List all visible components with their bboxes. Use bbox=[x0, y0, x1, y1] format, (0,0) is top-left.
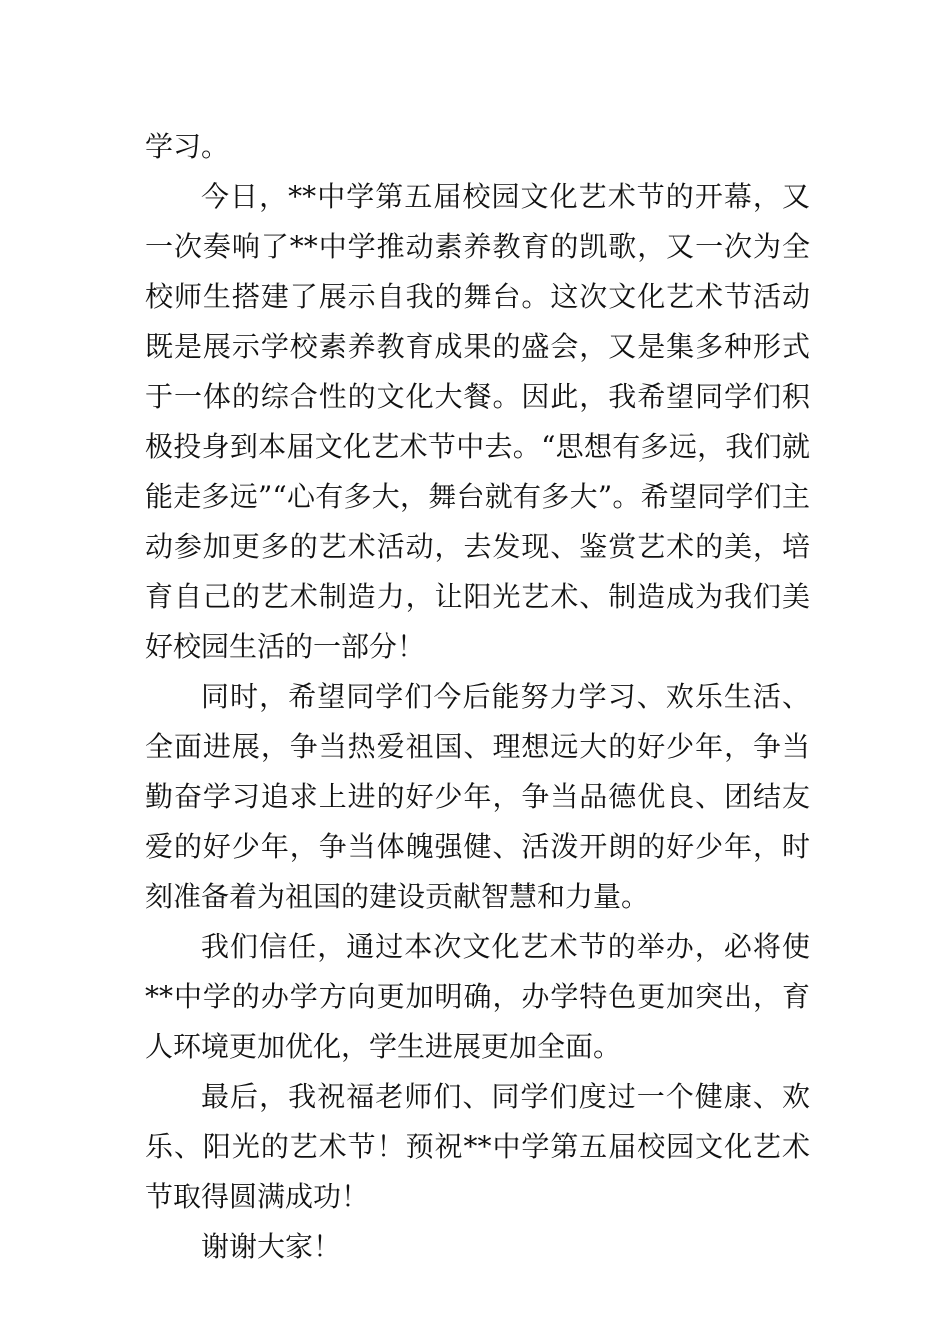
paragraph-belief: 我们信任，通过本次文化艺术节的举办，必将使**中学的办学方向更加明确，办学特色更加突出，育人环境更加优化，学生进展更加全面。 bbox=[145, 930, 810, 1063]
paragraph-thanks: 谢谢大家！ bbox=[201, 1230, 342, 1263]
paragraph-festival-opening: 今日，**中学第五届校园文化艺术节的开幕，又一次奏响了**中学推动素养教育的凯歌，又一次为全校师生搭建了展示自我的舞台。这次文化艺术节活动既是展示学校素养教育成果的盛会，又是集多种形式于一体的综合性的文化大餐。因此，我希望同学们积极投身到本届文化艺术节中去。“思想有多远，我们就能走多远”“心有多大，舞台就有多大”。希望同学们主动参加更多的艺术活动，去发现、鉴赏艺术的美，培育自己的艺术制造力，让阳光艺术、制造成为我们美好校园生活的一部分！ bbox=[145, 180, 810, 663]
paragraph-hopes: 同时，希望同学们今后能努力学习、欢乐生活、全面进展，争当热爱祖国、理想远大的好少年，争当勤奋学习追求上进的好少年，争当品德优良、团结友爱的好少年，争当体魄强健、活泼开朗的好少年，时刻准备着为祖国的建设贡献智慧和力量。 bbox=[145, 680, 810, 913]
document-body bbox=[145, 122, 810, 1272]
paragraph-wishes: 最后，我祝福老师们、同学们度过一个健康、欢乐、阳光的艺术节！预祝**中学第五届校园文化艺术节取得圆满成功！ bbox=[145, 1080, 810, 1213]
paragraph-continuation: 学习。 bbox=[145, 130, 230, 163]
